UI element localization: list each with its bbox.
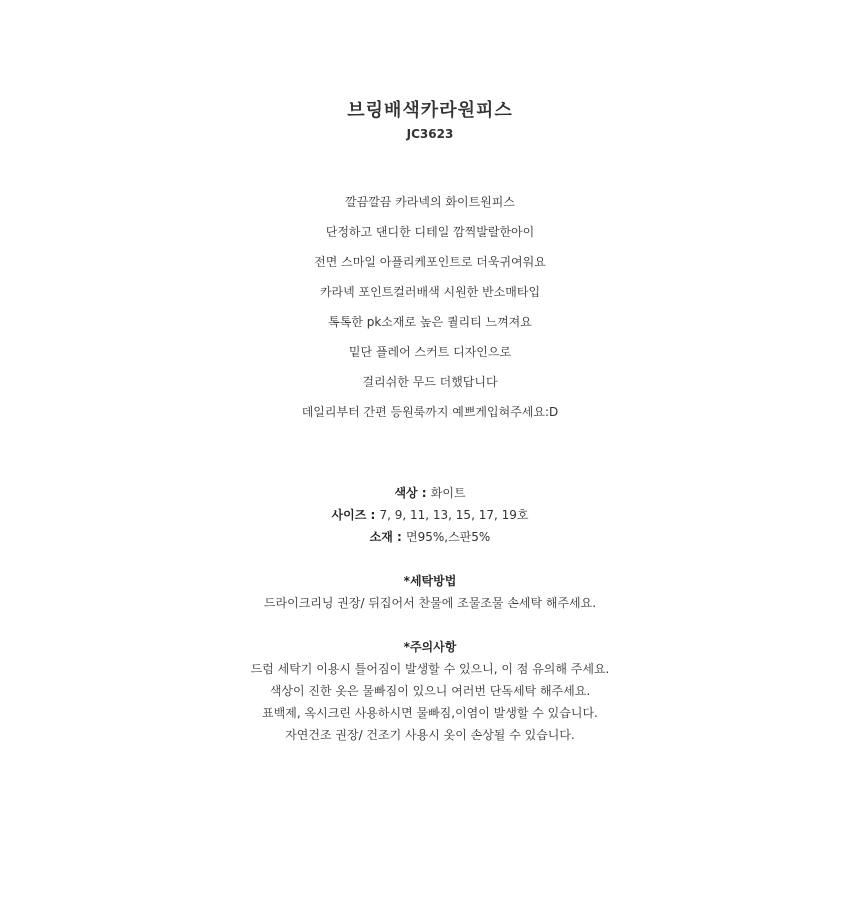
washing-line: 드라이크리닝 권장/ 뒤집어서 찬물에 조물조물 손세탁 해주세요. xyxy=(263,596,597,610)
product-description xyxy=(0,193,860,433)
washing-instructions xyxy=(0,572,860,616)
description-line: 깔끔깔끔 카라넥의 화이트원피스 xyxy=(345,195,515,209)
product-title: 브링배색카라원피스 xyxy=(347,100,513,121)
caution-line: 색상이 진한 옷은 물빠짐이 있으니 여러번 단독세탁 해주세요. xyxy=(269,684,591,698)
description-line: 밑단 플레어 스커트 디자인으로 xyxy=(348,345,512,359)
caution-line: 드럼 세탁기 이용시 틀어짐이 발생할 수 있으니, 이 점 유의해 주세요. xyxy=(250,662,610,676)
product-code: JC3623 xyxy=(406,127,454,141)
description-line: 단정하고 댄디한 디테일 깜찍발랄한아이 xyxy=(325,225,535,239)
spec-value: 면95%,스판5% xyxy=(406,530,491,544)
description-line: 카라넥 포인트컬러배색 시원한 반소매타입 xyxy=(319,285,541,299)
washing-title: *세탁방법 xyxy=(403,574,457,588)
description-line: 데일리부터 간편 등원룩까지 예쁘게입혀주세요:D xyxy=(301,405,559,419)
description-line: 톡톡한 pk소재로 높은 퀄리티 느껴져요 xyxy=(328,315,532,329)
spec-value: 7, 9, 11, 13, 15, 17, 19호 xyxy=(379,508,529,522)
spec-value: 화이트 xyxy=(430,486,466,500)
spec-label: 색상 : xyxy=(394,486,431,500)
description-line: 걸리쉬한 무드 더했답니다 xyxy=(362,375,498,389)
caution-line: 표백제, 옥시크린 사용하시면 물빠짐,이염이 발생할 수 있습니다. xyxy=(262,706,598,720)
spec-material xyxy=(0,528,860,550)
spec-label: 소재 : xyxy=(369,530,407,544)
caution-notes xyxy=(0,638,860,748)
caution-line: 자연건조 권장/ 건조기 사용시 옷이 손상될 수 있습니다. xyxy=(285,728,575,742)
product-specs xyxy=(0,484,860,550)
spec-size xyxy=(0,506,860,528)
caution-title: *주의사항 xyxy=(403,640,457,654)
spec-label: 사이즈 : xyxy=(331,508,380,522)
spec-color xyxy=(0,484,860,506)
description-line: 전면 스마일 아플리케포인트로 더욱귀여워요 xyxy=(314,255,546,269)
